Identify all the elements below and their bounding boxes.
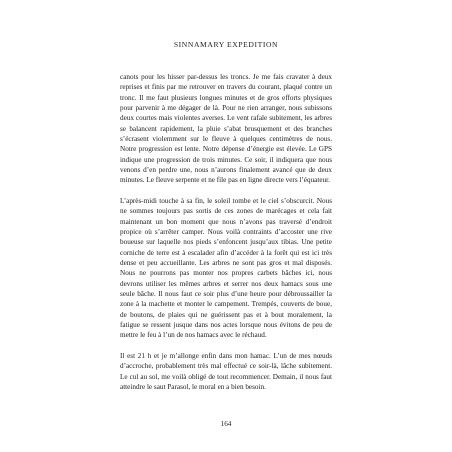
paragraph-1: canots pour les hisser par-dessus les troncs. Je me fais cravater à deux reprises et finis par me retrouver en travers du courant, plaqué contre un tronc. Il me faut plusieurs longues minutes et de gros efforts physiques pour parvenir à me dégager de là. Pour ne rien arranger, nous subissons deux courtes mais violentes averses. Le vent rafale subitement, les arbres se balancent rapidement, la pluie s’abat brusquement et des branches s’écrasent violemment sur le fleuve à quelques centimètres de nous. Notre progression est lente. Notre dépense d’énergie est élevée. Le GPS indique une progression de trois minutes. Ce soir, il indiquera que nous venons d’en perdre une, nous n’aurons finalement avancé que de deux minutes. Le fleuve serpente et ne file pas en ligne directe vers l’équateur. bbox=[120, 73, 332, 185]
page-number: 164 bbox=[220, 420, 232, 428]
running-title: SINNAMARY EXPEDITION bbox=[173, 40, 279, 49]
paragraph-3: Il est 21 h et je m’allonge enfin dans mon hamac. L’un de mes nœuds d’accroche, probablement très mal effectué ce soir-là, lâche subitement. Le cul au sol, me voilà obligé de tout recommencer. Demain, il nous faut atteindre le saut Parasol, le moral en a bien besoin. bbox=[120, 351, 332, 391]
paragraph-2: L’après-midi touche à sa fin, le soleil tombe et le ciel s’obscurcit. Nous ne sommes toujours pas sortis de ces zones de marécages et cela fait maintenant un bon moment que nous n’avons pas traversé d’endroit propice où s’arrêter camper. Nous voilà contraints d’accoster une rive boueuse sur laquelle nos pieds s’enfoncent jusqu’aux tibias. Une petite corniche de terre est à escalader afin d’accéder à la forêt qui est ici très dense et peu accueillante. Les arbres ne sont pas gros et mal disposés. Nous ne pourrons pas monter nos propres carbets bâches ici, nous devrons utiliser les mêmes arbres et serrer nos deux hamacs sous une seule bâche. Il nous faut ce soir plus d’une heure pour débroussailler la zone à la machette et monter le campement. Trempés, couverts de boue, de boutons, de plaies qui ne guérissent pas et à bout moralement, la fatigue se ressent jusque dans nos actes lorsque nous évitons de peu de mettre le feu à l’un de nos hamacs avec le réchaud. bbox=[120, 196, 332, 340]
body-text bbox=[120, 72, 332, 392]
